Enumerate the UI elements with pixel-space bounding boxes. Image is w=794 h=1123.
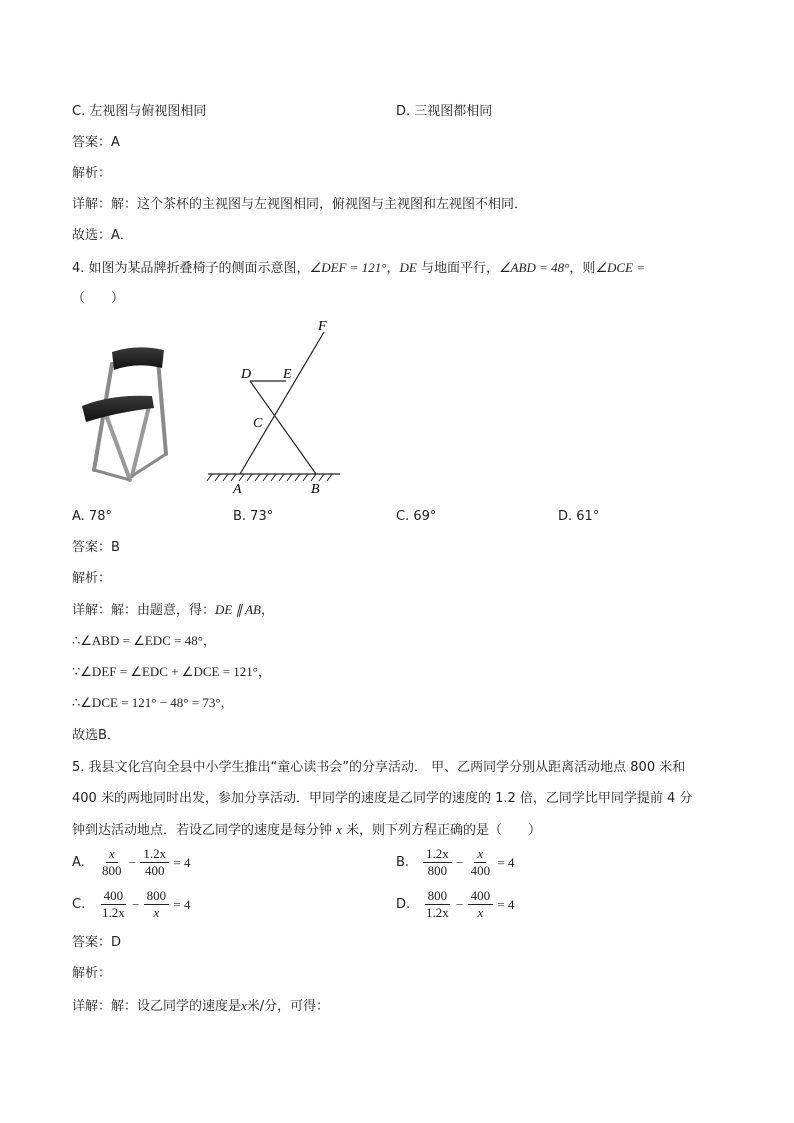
q4-step-3: ∴∠DCE = 121° − 48° = 73°， [72, 695, 234, 710]
q5-option-c: C. $\frac{400}{1.2x}$ − $\frac{800}{x}$ = 4 [72, 888, 191, 920]
label-f: F [318, 319, 327, 334]
label-c: C [253, 416, 263, 431]
q5-stem-line3-b: 米，则下列方程正确的是（ ） [341, 823, 542, 838]
q4-stem-part2: ， [386, 261, 400, 276]
q4-stem-math2: DE [399, 260, 417, 275]
q3-detail: 详解：解：这个茶杯的主视图与左视图相同，俯视图与主视图和左视图不相同． [72, 197, 528, 212]
q4-stem [72, 259, 645, 278]
q5-b-den2: 400 [470, 863, 491, 878]
folding-chair-image [72, 342, 182, 484]
q5-detail-x: x [241, 998, 247, 1013]
q3-option-d: D. 三视图都相同 [396, 104, 493, 119]
q5-b-den1: 800 [427, 863, 448, 878]
q5-stem-line2: 400 米的两地同时出发，参加分享活动．甲同学的速度是乙同学的速度的 1.2 倍，乙同学比甲同学提前 4 分 [72, 791, 693, 806]
geometry-diagram [204, 318, 344, 498]
q5-b-rhs: 4 [507, 854, 515, 870]
q5-a-den2: 400 [144, 863, 165, 878]
q5-option-d: D. $\frac{800}{1.2x}$ − $\frac{400}{x}$ = 4 [396, 888, 515, 920]
q5-answer: 答案：D [72, 935, 122, 950]
q5-analysis-label: 解析： [72, 966, 112, 981]
label-d: D [241, 367, 252, 382]
q5-a-den1: 800 [102, 863, 122, 878]
q5-d-den2: x [477, 905, 484, 920]
q4-analysis-label: 解析： [72, 571, 112, 586]
q5-a-num2: 1.2x [140, 846, 169, 863]
q5-stem-line3-a: 钟到达活动地点．若设乙同学的速度是每分钟 [72, 823, 337, 838]
q4-option-b: B. 73° [233, 509, 274, 524]
q5-c-den2: x [153, 905, 160, 920]
label-e: E [283, 367, 292, 382]
q4-detail-end: ， [261, 603, 275, 618]
q5-d-num2: 400 [468, 888, 494, 905]
label-b: B [311, 482, 320, 497]
q3-conclusion: 故选：A． [72, 228, 133, 243]
q4-stem-math1: ∠DEF = 121° [309, 260, 387, 275]
q5-c-rhs: 4 [183, 896, 191, 912]
q5-option-c-label: C. [72, 896, 86, 912]
q5-option-a-label: A. [72, 854, 85, 870]
q4-stem-part4: ，则 [569, 261, 596, 276]
q5-detail [72, 997, 329, 1016]
q5-detail-b: 米/分，可得： [246, 999, 330, 1014]
q5-d-rhs: 4 [507, 896, 515, 912]
q4-stem-line2: （ ） [72, 291, 125, 306]
q5-a-rhs: 4 [183, 854, 191, 870]
q5-c-num2: 800 [144, 888, 170, 905]
q4-step-2: ∵∠DEF = ∠EDC + ∠DCE = 121°， [72, 664, 271, 679]
q4-stem-part1: 4. 如图为某品牌折叠椅子的侧面示意图， [72, 261, 310, 276]
q4-option-a: A. 78° [72, 509, 112, 524]
q5-d-den1: 1.2x [426, 905, 449, 920]
q4-stem-part3: 与地面平行， [416, 261, 499, 276]
q5-b-num1: 1.2x [423, 846, 452, 863]
q5-option-d-label: D. [396, 896, 411, 912]
q4-answer: 答案：B [72, 540, 120, 555]
q5-option-b: B. $\frac{1.2x}{800}$ − $\frac{x}{400}$ = 4 [396, 846, 515, 878]
q5-option-b-label: B. [396, 854, 410, 870]
q4-stem-math4: ∠DCE = [595, 260, 646, 275]
q5-stem-line3 [72, 821, 541, 840]
q5-c-num1: 400 [101, 888, 127, 905]
q4-detail-text: 详解：解：由题意，得： [72, 603, 216, 618]
q3-option-c: C. 左视图与俯视图相同 [72, 104, 207, 119]
ground-line [207, 474, 340, 481]
q4-option-c: C. 69° [396, 509, 437, 524]
q5-b-num2: x [474, 846, 486, 863]
q5-c-den1: 1.2x [102, 905, 125, 920]
q3-analysis-label: 解析： [72, 166, 112, 181]
q4-detail [72, 601, 274, 620]
segment-af [240, 332, 324, 474]
q4-detail-math: DE ∥ AB [215, 602, 261, 617]
q5-d-num1: 800 [425, 888, 451, 905]
q4-stem-math3: ∠ABD = 48° [498, 260, 570, 275]
q5-detail-a: 详解：解：设乙同学的速度是 [72, 999, 242, 1014]
q5-stem-x: x [336, 822, 342, 837]
q4-conclusion: 故选B． [72, 728, 120, 743]
q5-option-a: A. $\frac{x}{800}$ − $\frac{1.2x}{400}$ = 4 [72, 846, 191, 878]
q5-a-num1: x [106, 846, 118, 863]
q3-answer: 答案：A [72, 135, 120, 150]
q4-option-d: D. 61° [558, 509, 600, 524]
q5-stem-line1: 5. 我县文化宫向全县中小学生推出“童心读书会”的分享活动． 甲、乙两同学分别从距离活动地点 800 米和 [72, 760, 686, 775]
q4-step-1: ∴∠ABD = ∠EDC = 48°， [72, 633, 216, 648]
label-a: A [233, 482, 242, 497]
